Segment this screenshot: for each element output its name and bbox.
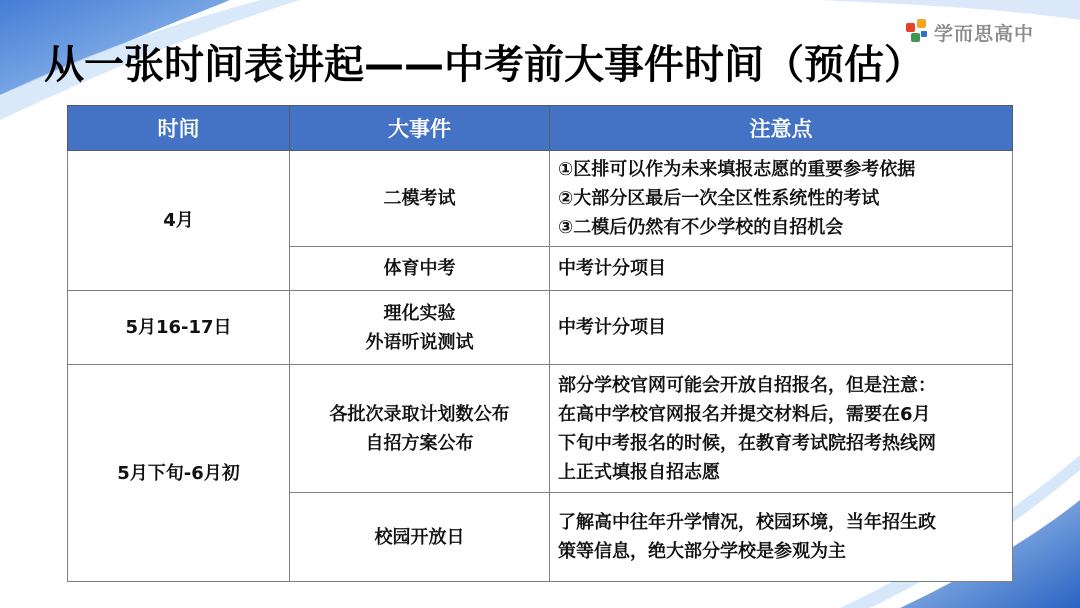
event-line: 校园开放日 [374, 526, 465, 548]
note-line: 下旬中考报名的时候，在教育考试院招考热线网 [558, 432, 936, 454]
note-line: 上正式填报自招志愿 [558, 461, 720, 483]
slide-title: 从一张时间表讲起——中考前大事件时间（预估） [44, 42, 924, 88]
table-row [68, 151, 1013, 247]
note-line: 部分学校官网可能会开放自招报名，但是注意： [558, 374, 936, 396]
header-event: 大事件 [290, 106, 550, 151]
notes-cell [550, 151, 1013, 247]
table-row [68, 291, 1013, 365]
table-header-row [68, 106, 1013, 151]
brand-logo-text: 学而思高中 [934, 22, 1035, 45]
event-cell [290, 291, 550, 365]
header-notes: 注意点 [550, 106, 1013, 151]
event-line: 外语听说测试 [365, 331, 474, 353]
event-cell [290, 365, 550, 493]
event-line: 体育中考 [383, 258, 456, 279]
note-line: 了解高中往年升学情况，校园环境，当年招生政 [558, 512, 936, 533]
table-row [68, 365, 1013, 493]
time-cell: 5月下旬-6月初 [68, 365, 290, 582]
notes-cell [550, 493, 1013, 582]
event-line: 二模考试 [383, 188, 456, 209]
event-cell [290, 493, 550, 582]
event-timeline-table [67, 105, 1013, 582]
note-line: ①区排可以作为未来填报志愿的重要参考依据 [558, 159, 916, 180]
note-line: 中考计分项目 [558, 258, 666, 279]
note-line: ②大部分区最后一次全区性系统性的考试 [558, 188, 880, 209]
event-line: 理化实验 [383, 302, 456, 324]
note-line: ③二模后仍然有不少学校的自招机会 [558, 217, 844, 238]
event-line: 自招方案公布 [365, 432, 474, 454]
note-line: 中考计分项目 [558, 317, 666, 338]
top-right-swoosh [820, 0, 1080, 20]
time-cell: 4月 [68, 151, 290, 291]
event-cell [290, 247, 550, 291]
time-cell: 5月16-17日 [68, 291, 290, 365]
header-time: 时间 [68, 106, 290, 151]
event-cell [290, 151, 550, 247]
notes-cell [550, 365, 1013, 493]
note-line: 在高中学校官网报名并提交材料后，需要在6月 [558, 403, 931, 425]
notes-cell [550, 291, 1013, 365]
notes-cell [550, 247, 1013, 291]
note-line: 策等信息，绝大部分学校是参观为主 [558, 541, 846, 562]
event-line: 各批次录取计划数公布 [329, 403, 510, 425]
